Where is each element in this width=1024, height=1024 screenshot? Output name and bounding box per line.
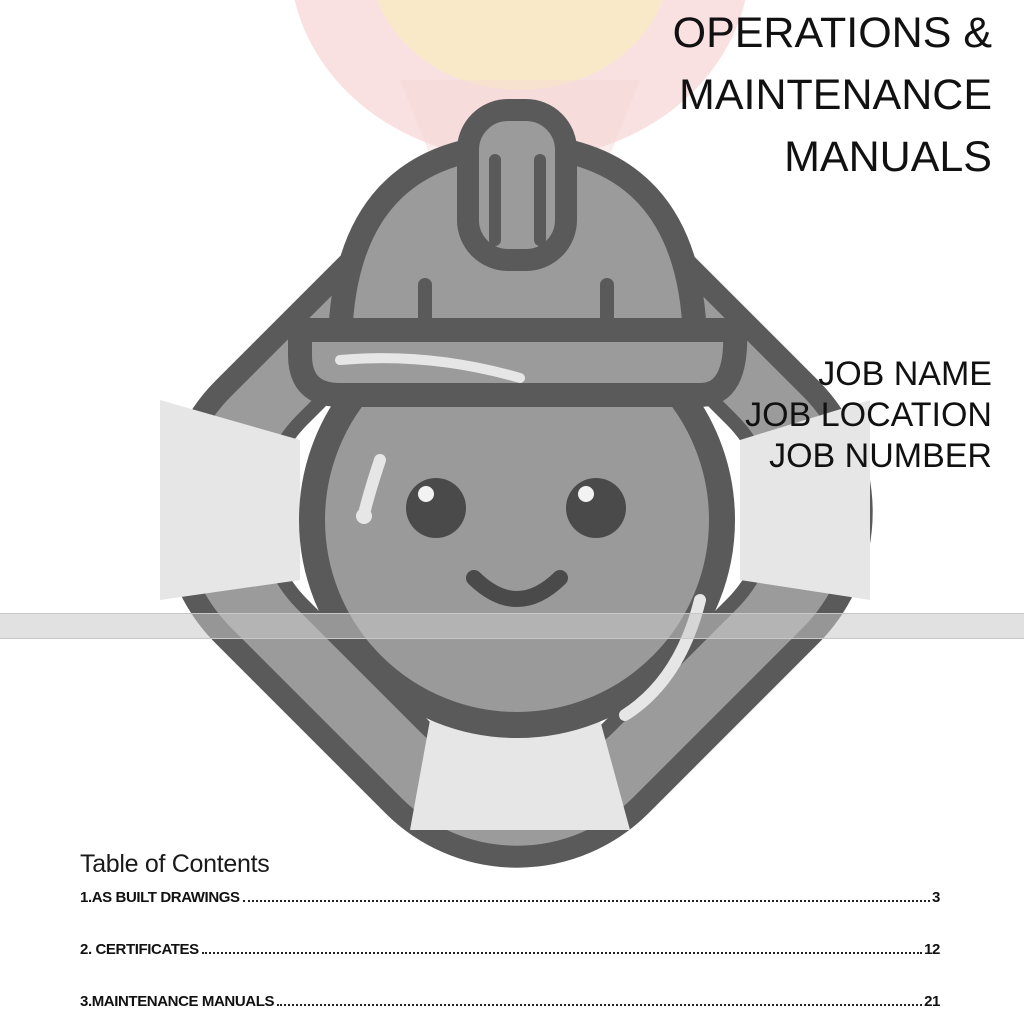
toc-entry-certificates[interactable] (80, 941, 940, 961)
job-number: JOB NUMBER (769, 437, 992, 475)
toc-entry-label: 2. CERTIFICATES (80, 941, 199, 958)
toc-dot-leader (243, 899, 930, 902)
title-line: MANUALS (784, 133, 992, 181)
job-info (745, 354, 992, 477)
toc-entry-label: 3.MAINTENANCE MANUALS (80, 993, 275, 1010)
document-title (673, 2, 992, 188)
toc-heading: Table of Contents (80, 850, 270, 878)
toc-entry-label: 1.AS BUILT DRAWINGS (80, 889, 240, 906)
toc-dot-leader (202, 951, 922, 954)
toc-dot-leader (277, 1003, 922, 1006)
job-name: JOB NAME (818, 355, 992, 393)
table-of-contents (80, 850, 940, 1013)
toc-entry-page: 3 (932, 889, 940, 906)
title-line: MAINTENANCE (679, 71, 992, 119)
toc-entry-page: 21 (924, 993, 940, 1010)
title-line: OPERATIONS & (672, 9, 992, 57)
job-location: JOB LOCATION (745, 396, 992, 434)
toc-entry-maintenance-manuals[interactable] (80, 993, 940, 1013)
page-break (0, 613, 1024, 639)
toc-entry-page: 12 (924, 941, 940, 958)
toc-entry-as-built-drawings[interactable] (80, 889, 940, 909)
